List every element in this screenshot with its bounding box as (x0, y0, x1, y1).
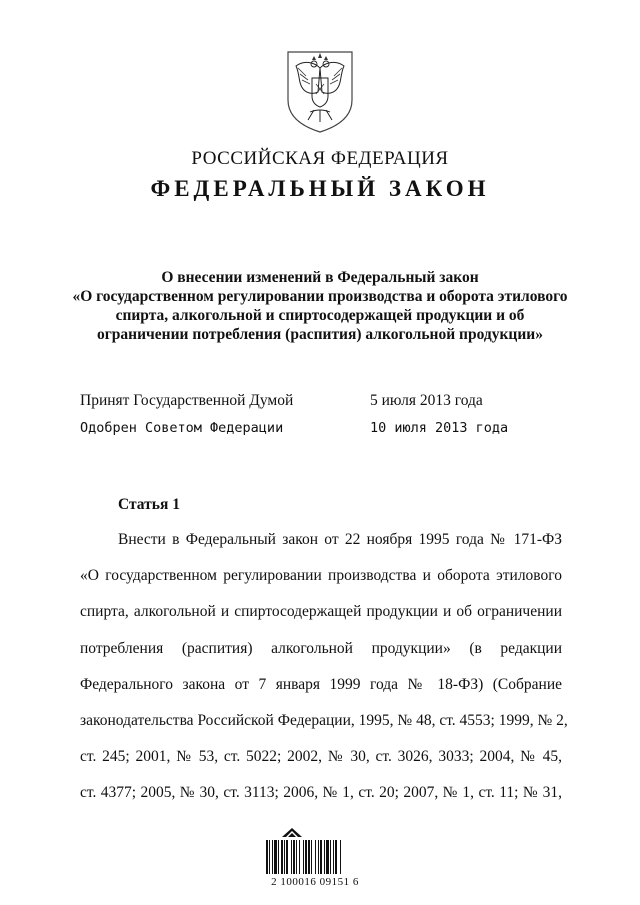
council-approval-row (80, 420, 560, 440)
article-line: Внести в Федеральный закон от 22 ноября 1995 года № 171-ФЗ (118, 531, 562, 548)
law-title-line: «О государственном регулировании производства и оборота этилового (72, 288, 568, 305)
barcode (260, 826, 370, 896)
law-title-line: О внесении изменений в Федеральный закон (161, 269, 479, 286)
article-line: «О государственном регулировании производства и оборота этилового (80, 567, 562, 585)
law-title (60, 268, 580, 344)
article-body (80, 530, 568, 820)
barcode-marker-icon (260, 826, 370, 838)
law-title-line: ограничении потребления (распития) алкогольной продукции» (97, 326, 543, 343)
council-approval-label: Одобрен Советом Федерации (80, 420, 284, 436)
article-line: законодательства Российской Федерации, 1995, № 48, ст. 4553; 1999, № 2, (80, 711, 568, 729)
duma-adoption-row (80, 392, 560, 412)
article-line: спирта, алкогольной и спиртосодержащей продукции и об ограничении (80, 603, 562, 621)
article-line: ст. 245; 2001, № 53, ст. 5022; 2002, № 30, ст. 3026, 3033; 2004, № 45, (80, 748, 562, 766)
barcode-number: 2 100016 09151 6 (271, 876, 359, 888)
council-approval-date: 10 июля 2013 года (370, 420, 509, 436)
coat-of-arms-icon (284, 50, 356, 134)
barcode-icon (266, 840, 364, 874)
document-type: ФЕДЕРАЛЬНЫЙ ЗАКОН (150, 176, 490, 201)
article-line: ст. 4377; 2005, № 30, ст. 3113; 2006, № 1, ст. 20; 2007, № 1, ст. 11; № 31, (80, 784, 562, 802)
article-line: потребления (распития) алкогольной продукции» (в редакции (80, 639, 562, 657)
duma-adoption-date: 5 июля 2013 года (370, 392, 483, 409)
article-line: Федерального закона от 7 января 1999 года № 18-ФЗ) (Собрание (80, 675, 562, 693)
duma-adoption-label: Принят Государственной Думой (80, 392, 294, 409)
article-heading: Статья 1 (118, 496, 180, 513)
country-name: РОССИЙСКАЯ ФЕДЕРАЦИЯ (191, 148, 449, 169)
law-title-line: спирта, алкогольной и спиртосодержащей продукции и об (115, 307, 525, 324)
